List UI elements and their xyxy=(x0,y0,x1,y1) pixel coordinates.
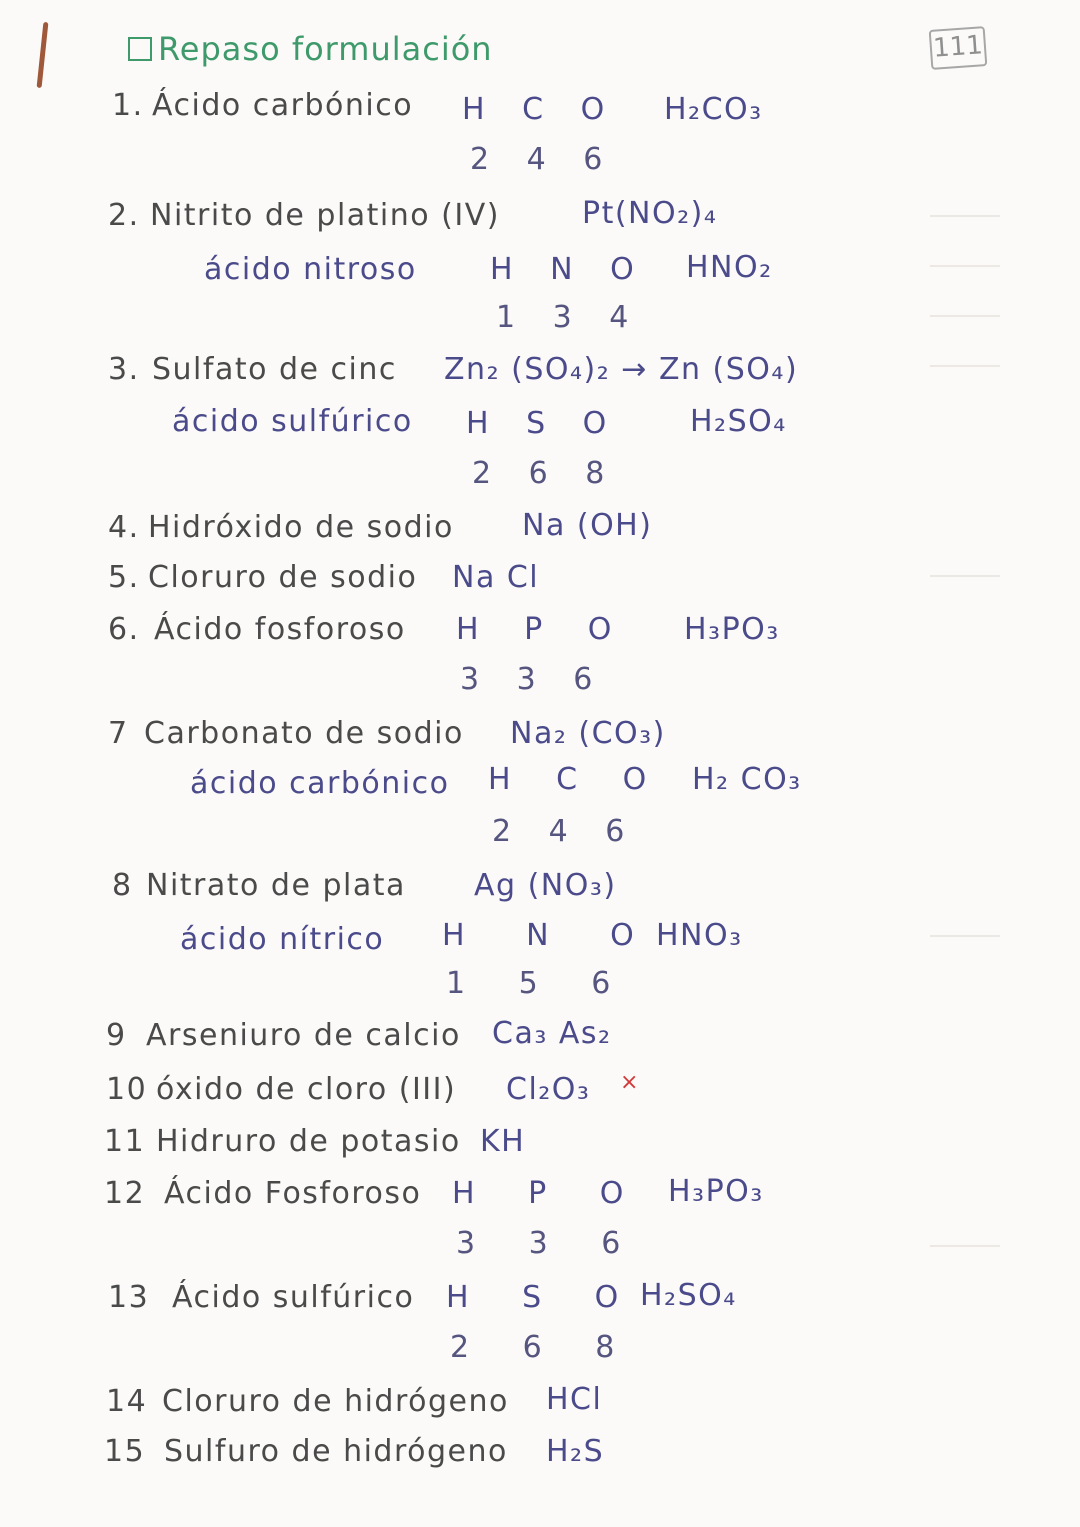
item-8-acid-elements: H N O xyxy=(442,918,660,953)
bleed-line xyxy=(930,935,1000,937)
item-15-name: Sulfuro de hidrógeno xyxy=(164,1434,508,1469)
page-number: 111 xyxy=(929,26,988,70)
bleed-line xyxy=(930,365,1000,367)
item-1-oxidation: 2 4 6 xyxy=(470,142,617,177)
item-7-num: 7 xyxy=(108,716,129,751)
item-15-formula: H₂S xyxy=(546,1434,605,1469)
item-2-formula: Pt(NO₂)₄ xyxy=(582,196,718,231)
item-13-formula: H₂SO₄ xyxy=(640,1278,737,1313)
bleed-line xyxy=(930,215,1000,217)
item-7-formula: Na₂ (CO₃) xyxy=(510,716,666,751)
item-9-formula: Ca₃ As₂ xyxy=(492,1016,612,1051)
item-9-num: 9 xyxy=(106,1018,127,1053)
checkbox-icon xyxy=(128,37,152,61)
item-4-num: 4. xyxy=(108,510,140,545)
item-13-name: Ácido sulfúrico xyxy=(172,1280,415,1315)
item-2-acid-formula: HNO₂ xyxy=(686,250,773,285)
bleed-line xyxy=(930,1245,1000,1247)
item-5-num: 5. xyxy=(108,560,140,595)
item-4-formula: Na (OH) xyxy=(522,508,653,543)
item-2-acid-name: ácido nitroso xyxy=(204,252,417,287)
item-3-acid-numbers: 2 6 8 xyxy=(472,456,619,491)
item-8-acid-name: ácido nítrico xyxy=(180,922,385,957)
bleed-line xyxy=(930,575,1000,577)
item-6-formula: H₃PO₃ xyxy=(684,612,780,647)
bleed-line xyxy=(930,265,1000,267)
item-10-num: 10 xyxy=(106,1072,148,1107)
item-8-acid-numbers: 1 5 6 xyxy=(446,966,633,1001)
item-9-name: Arseniuro de calcio xyxy=(146,1018,461,1053)
item-12-oxidation: 3 3 6 xyxy=(456,1226,643,1261)
page-title xyxy=(128,30,493,68)
margin-mark xyxy=(37,22,49,88)
item-7-acid-formula: H₂ CO₃ xyxy=(692,762,802,797)
item-12-num: 12 xyxy=(104,1176,146,1211)
item-6-oxidation: 3 3 6 xyxy=(460,662,607,697)
item-3-acid-elements: H S O xyxy=(466,406,621,441)
item-6-num: 6. xyxy=(108,612,140,647)
item-10-name: óxido de cloro (III) xyxy=(156,1072,457,1107)
item-2-name: Nitrito de platino (IV) xyxy=(150,198,500,233)
item-2-acid-numbers: 1 3 4 xyxy=(496,300,643,335)
item-1-name: Ácido carbónico xyxy=(152,88,414,123)
item-8-num: 8 xyxy=(112,868,133,903)
item-15-num: 15 xyxy=(104,1434,146,1469)
item-3-name: Sulfato de cinc xyxy=(152,352,397,387)
item-4-name: Hidróxido de sodio xyxy=(148,510,454,545)
item-2-acid-elements: H N O xyxy=(490,252,648,287)
item-8-name: Nitrato de plata xyxy=(146,868,406,903)
item-7-acid-elements: H C O xyxy=(488,762,665,797)
item-7-name: Carbonato de sodio xyxy=(144,716,464,751)
item-12-elements: H P O xyxy=(452,1176,646,1211)
item-14-name: Cloruro de hidrógeno xyxy=(162,1384,509,1419)
item-7-acid-name: ácido carbónico xyxy=(190,766,450,801)
item-2-num: 2. xyxy=(108,198,140,233)
title-text: Repaso formulación xyxy=(158,30,493,68)
item-6-elements: H P O xyxy=(456,612,630,647)
item-13-num: 13 xyxy=(108,1280,150,1315)
item-11-formula: KH xyxy=(480,1124,526,1159)
item-1-num: 1. xyxy=(112,88,144,123)
item-12-name: Ácido Fosforoso xyxy=(164,1176,422,1211)
item-3-num: 3. xyxy=(108,352,140,387)
item-1-elements: H C O xyxy=(462,92,619,127)
item-14-num: 14 xyxy=(106,1384,148,1419)
item-5-name: Cloruro de sodio xyxy=(148,560,418,595)
correction-mark: × xyxy=(620,1070,639,1095)
item-11-name: Hidruro de potasio xyxy=(156,1124,461,1159)
item-3-acid-formula: H₂SO₄ xyxy=(690,404,787,439)
item-8-acid-formula: HNO₃ xyxy=(656,918,743,953)
item-10-formula: Cl₂O₃ xyxy=(506,1072,591,1107)
item-6-name: Ácido fosforoso xyxy=(154,612,406,647)
item-7-acid-numbers: 2 4 6 xyxy=(492,814,639,849)
item-1-formula: H₂CO₃ xyxy=(664,92,763,127)
item-13-elements: H S O xyxy=(446,1280,641,1315)
item-3-acid-name: ácido sulfúrico xyxy=(172,404,413,439)
item-12-formula: H₃PO₃ xyxy=(668,1174,764,1209)
item-11-num: 11 xyxy=(104,1124,146,1159)
item-8-formula: Ag (NO₃) xyxy=(474,868,617,903)
item-3-formula: Zn₂ (SO₄)₂ → Zn (SO₄) xyxy=(444,352,799,387)
item-14-formula: HCl xyxy=(546,1382,603,1417)
item-13-oxidation: 2 6 8 xyxy=(450,1330,637,1365)
item-5-formula: Na Cl xyxy=(452,560,540,595)
bleed-line xyxy=(930,315,1000,317)
